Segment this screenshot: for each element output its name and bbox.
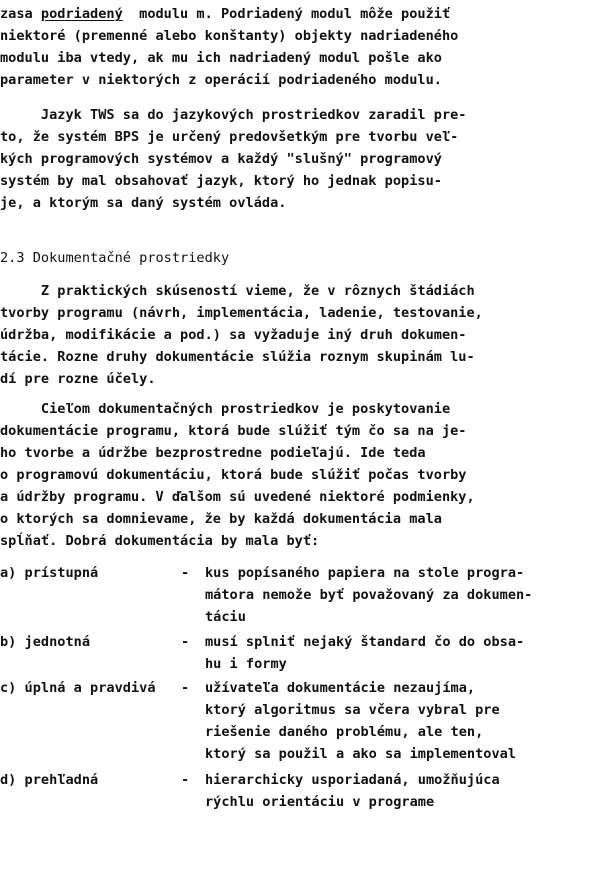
- underlined-term: podriadený: [40, 6, 123, 22]
- paragraph-3-line-1: Z praktických skúseností vieme, že v rôznych štádiách: [0, 283, 475, 299]
- list-item-b-line-1: musí splniť nejaký štandard čo do obsa-: [205, 634, 525, 650]
- paragraph-2-line-5: je, a ktorým sa daný systém ovláda.: [0, 195, 287, 211]
- paragraph-4-line-4: o programovú dokumentáciu, ktorá bude slúžiť počas tvorby: [0, 467, 467, 483]
- list-item-d-line-1: hierarchicky usporiadaná, umožňujúca: [205, 772, 500, 788]
- list-item-a-line-3: táciu: [205, 609, 246, 625]
- list-item-c-line-2: ktorý algoritmus sa včera vybral pre: [205, 702, 500, 718]
- paragraph-3-line-5: dí pre rozne účely.: [0, 371, 156, 387]
- list-item-a-dash: -: [181, 565, 190, 581]
- paragraph-1-line-3: modulu iba vtedy, ak mu ich nadriadený modul pošle ako: [0, 50, 442, 66]
- paragraph-4-line-3: ho tvorbe a údržbe bezprostredne podieľajú. Ide teda: [0, 445, 426, 461]
- list-item-c-line-3: riešenie daného problému, ale ten,: [205, 724, 484, 740]
- paragraph-1-line-1: [0, 3, 450, 25]
- paragraph-4-line-2: dokumentácie programu, ktorá bude slúžiť tým čo sa na je-: [0, 423, 467, 439]
- paragraph-3-line-4: tácie. Rozne druhy dokumentácie slúžia roznym skupinám lu-: [0, 349, 475, 365]
- paragraph-2-line-4: systém by mal obsahovať jazyk, ktorý ho jednak popisu-: [0, 173, 442, 189]
- list-item-c-line-4: ktorý sa použil a ako sa implementoval: [205, 746, 516, 762]
- paragraph-4-line-6: o ktorých sa domnievame, že by každá dokumentácia mala: [0, 511, 442, 527]
- list-item-b-dash: -: [181, 634, 190, 650]
- list-item-b-line-2: hu i formy: [205, 656, 287, 672]
- list-item-c-line-1: užívateľa dokumentácie nezaujíma,: [205, 680, 476, 696]
- list-item-c-dash: -: [181, 680, 190, 696]
- paragraph-3-line-2: tvorby programu (návrh, implementácia, ladenie, testovanie,: [0, 305, 483, 321]
- paragraph-4-line-1: Cieľom dokumentačných prostriedkov je poskytovanie: [0, 401, 451, 417]
- paragraph-2-line-1: Jazyk TWS sa do jazykových prostriedkov zaradil pre-: [0, 107, 467, 123]
- paragraph-1-line-2: niektoré (premenné alebo konštanty) objekty nadriadeného: [0, 28, 459, 44]
- list-item-a-line-1: kus popísaného papiera na stole progra-: [205, 565, 525, 581]
- list-item-d-dash: -: [181, 772, 190, 788]
- paragraph-2-line-2: to, že systém BPS je určený predovšetkým pre tvorbu veľ-: [0, 129, 459, 145]
- paragraph-1-line-4: parameter v niektorých z operácií podriadeného modulu.: [0, 72, 442, 88]
- list-item-b-label: b) jednotná: [0, 634, 91, 650]
- list-item-d-label: d) prehľadná: [0, 772, 99, 788]
- paragraph-3-line-3: údržba, modifikácie a pod.) sa vyžaduje iný druh dokumen-: [0, 327, 467, 343]
- paragraph-2-line-3: kých programových systémov a každý "slušný" programový: [0, 151, 442, 167]
- list-item-c-label: c) úplná a pravdivá: [0, 680, 156, 696]
- section-heading: 2.3 Dokumentačné prostriedky: [0, 250, 230, 266]
- list-item-d-line-2: rýchlu orientáciu v programe: [205, 794, 435, 810]
- list-item-a-label: a) prístupná: [0, 565, 99, 581]
- paragraph-1-line-1-suffix: modulu m. Podriadený modul môže použiť: [122, 6, 451, 22]
- paragraph-1-line-1-prefix: zasa: [0, 6, 41, 22]
- paragraph-4-line-5: a údržby programu. V ďalšom sú uvedené niektoré podmienky,: [0, 489, 475, 505]
- paragraph-4-line-7: spĺňať. Dobrá dokumentácia by mala byť:: [0, 533, 320, 549]
- list-item-a-line-2: mátora nemože byť považovaný za dokumen-: [205, 587, 533, 603]
